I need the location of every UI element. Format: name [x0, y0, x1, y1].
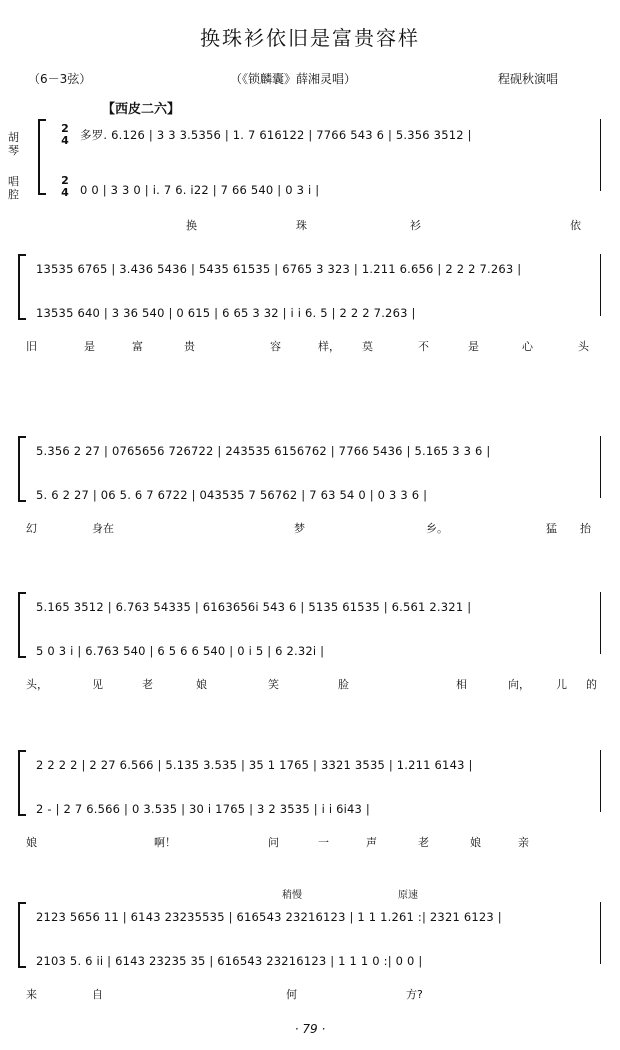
lyric-char: 幻: [26, 522, 37, 535]
lyric-char: 珠: [296, 219, 307, 232]
lyric-char: 娘: [470, 836, 481, 849]
lyric-char: 容: [270, 340, 281, 353]
lyric-char: 相: [456, 678, 467, 691]
section-heading: 【西皮二六】: [102, 102, 181, 117]
lyric-char: 心: [522, 340, 533, 353]
lyric-char: 是: [468, 340, 479, 353]
lyric-char: 换: [186, 219, 197, 232]
huqin-line: 5.356 2 27 | 0765656 726722 | 243535 6156762 | 7766 5436 | 5.165 3 3 6 |: [36, 444, 491, 458]
lyric-char: 头: [578, 340, 589, 353]
lyric-char: 乡。: [426, 522, 448, 535]
lyric-char: 啊！: [154, 836, 176, 849]
lyric-char: 头，: [26, 678, 48, 691]
lyric-char: 脸: [338, 678, 349, 691]
vocal-line: 2 - | 2 7 6.566 | 0 3.535 | 30 i 1765 | 3 2 3535 | i i 6i43 |: [36, 802, 371, 816]
system-bracket: [18, 902, 26, 968]
tempo-mark: 原速: [398, 890, 418, 901]
lyric-char: 旧: [26, 340, 37, 353]
lyric-char: 何: [286, 988, 297, 1001]
page-title: 换珠衫依旧是富贵容样: [200, 26, 420, 50]
performer-note: 程砚秋演唱: [498, 72, 559, 86]
lyric-char: 莫: [362, 340, 373, 353]
lyric-char: 依: [570, 219, 581, 232]
lyric-char: 自: [92, 988, 103, 1001]
system-bracket: [18, 254, 26, 320]
lyric-char: 亲: [518, 836, 529, 849]
huqin-line: 5.165 3512 | 6.763 54335 | 6163656i 543 6 | 5135 61535 | 6.561 2.321 |: [36, 600, 472, 614]
huqin-line: 13535 6765 | 3.436 5436 | 5435 61535 | 6765 3 323 | 1.211 6.656 | 2 2 2 7.263 |: [36, 262, 522, 276]
lyric-char: 是: [84, 340, 95, 353]
lyric-char: 娘: [26, 836, 37, 849]
vocal-time-signature: 2 4: [61, 174, 69, 199]
system-end-bar: [600, 592, 601, 654]
page-number: · 79 ·: [294, 1022, 326, 1036]
lyric-char: 抬: [580, 522, 591, 535]
lyric-char: 衫: [410, 219, 421, 232]
system-bracket: [38, 119, 46, 195]
key-signature: （6－3弦）: [28, 72, 92, 86]
lyric-char: 贵: [184, 340, 195, 353]
label-huqin: 胡琴: [8, 131, 19, 157]
vocal-line: 5 0 3 i | 6.763 540 | 6 5 6 6 540 | 0 i 5 | 6 2.32i |: [36, 644, 325, 658]
source-note: （《锁麟囊》薛湘灵唱）: [230, 72, 357, 86]
lyric-char: 儿: [556, 678, 567, 691]
lyric-char: 富: [132, 340, 143, 353]
huqin-line: 多罗. 6.126 | 3 3 3.5356 | 1. 7 616122 | 7766 543 6 | 5.356 3512 |: [80, 128, 472, 142]
label-vocal: 唱腔: [8, 175, 19, 201]
lyric-char: 的: [586, 678, 597, 691]
system-end-bar: [600, 119, 601, 191]
lyric-char: 不: [418, 340, 429, 353]
lyric-char: 老: [418, 836, 429, 849]
system-bracket: [18, 750, 26, 816]
system-bracket: [18, 436, 26, 502]
huqin-line: 2123 5656 11 | 6143 23235535 | 616543 23216123 | 1 1 1.261 :| 2321 6123 |: [36, 910, 502, 924]
lyric-char: 娘: [196, 678, 207, 691]
system-end-bar: [600, 436, 601, 498]
system-end-bar: [600, 902, 601, 964]
lyric-char: 问: [268, 836, 279, 849]
lyric-char: 见: [92, 678, 103, 691]
vocal-line: 0 0 | 3 3 0 | i. 7 6. i22 | 7 66 540 | 0 3 i |: [80, 183, 320, 197]
tempo-mark: 稍慢: [282, 890, 302, 901]
huqin-time-signature: 2 4: [61, 122, 69, 147]
lyric-char: 来: [26, 988, 37, 1001]
lyric-char: 声: [366, 836, 377, 849]
lyric-char: 笑: [268, 678, 279, 691]
lyric-char: 猛: [546, 522, 557, 535]
lyric-char: 老: [142, 678, 153, 691]
vocal-line: 13535 640 | 3 36 540 | 0 615 | 6 65 3 32 | i i 6. 5 | 2 2 2 7.263 |: [36, 306, 416, 320]
vocal-line: 2103 5. 6 ii | 6143 23235 35 | 616543 23216123 | 1 1 1 0 :| 0 0 |: [36, 954, 423, 968]
huqin-line: 2 2 2 2 | 2 27 6.566 | 5.135 3.535 | 35 1 1765 | 3321 3535 | 1.211 6143 |: [36, 758, 473, 772]
system-bracket: [18, 592, 26, 658]
lyric-char: 一: [318, 836, 329, 849]
lyric-char: 身在: [92, 522, 114, 535]
system-end-bar: [600, 750, 601, 812]
lyric-char: 向，: [508, 678, 530, 691]
lyric-char: 方?: [406, 988, 423, 1001]
system-end-bar: [600, 254, 601, 316]
lyric-char: 样，: [318, 340, 340, 353]
lyric-char: 梦: [294, 522, 305, 535]
vocal-line: 5. 6 2 27 | 06 5. 6 7 6722 | 043535 7 56762 | 7 63 54 0 | 0 3 3 6 |: [36, 488, 428, 502]
